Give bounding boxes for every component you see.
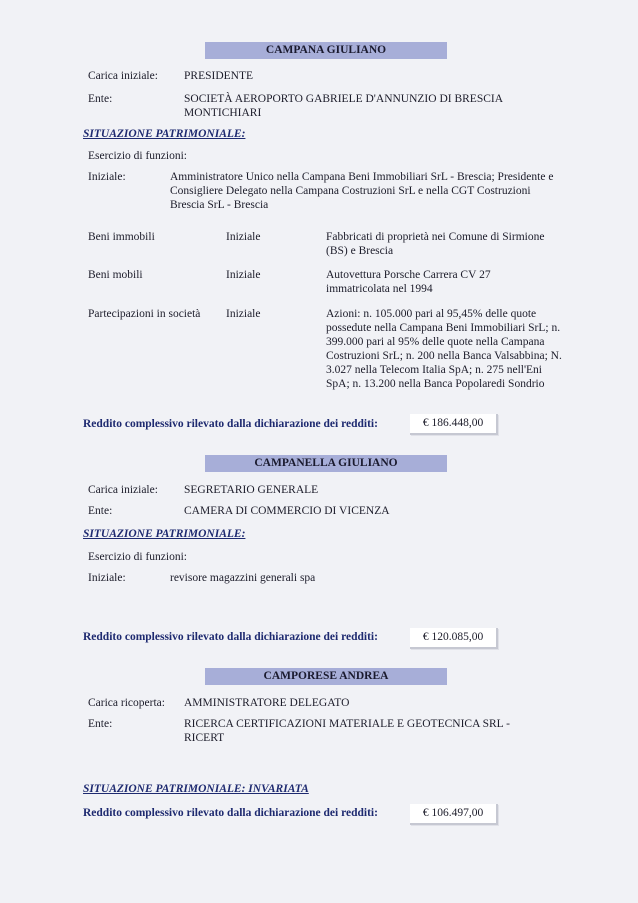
reddito-label: Reddito complessivo rilevato dalla dichiarazione dei redditi: [83,631,378,643]
asset-description: Fabbricati di proprietà nei Comune di Sirmione (BS) e Brescia [326,231,545,257]
iniziale-label: Iniziale: [88,171,126,183]
carica-label: Carica iniziale: [88,484,158,496]
situazione-patrimoniale-heading: SITUAZIONE PATRIMONIALE: [83,128,246,140]
esercizio-funzioni-label: Esercizio di funzioni: [88,551,187,563]
asset-status: Iniziale [226,231,261,243]
asset-category: Beni mobili [88,269,143,281]
asset-description: Autovettura Porsche Carrera CV 27 immatricolata nel 1994 [326,269,491,295]
iniziale-label: Iniziale: [88,572,126,584]
ente-label: Ente: [88,718,113,730]
situazione-patrimoniale-heading: SITUAZIONE PATRIMONIALE: INVARIATA [83,783,309,795]
esercizio-funzioni-label: Esercizio di funzioni: [88,150,187,162]
situazione-patrimoniale-heading: SITUAZIONE PATRIMONIALE: [83,528,246,540]
asset-category: Partecipazioni in società [88,308,201,320]
ente-value: CAMERA DI COMMERCIO DI VICENZA [184,505,390,517]
record-header-campanella: CAMPANELLA GIULIANO [205,455,447,472]
reddito-value: € 120.085,00 [410,628,498,649]
record-header-campana: CAMPANA GIULIANO [205,42,447,59]
reddito-value: € 186.448,00 [410,414,498,435]
reddito-label: Reddito complessivo rilevato dalla dichiarazione dei redditi: [83,807,378,819]
carica-value: SEGRETARIO GENERALE [184,484,319,496]
carica-label: Carica ricoperta: [88,697,165,709]
iniziale-value: Amministratore Unico nella Campana Beni Immobiliari SrL - Brescia; Presidente e Consigliere Delegato nella Campana Costruzioni SrL e nella CGT Costruzioni Brescia SrL - Brescia [170,171,554,211]
ente-value: SOCIETÀ AEROPORTO GABRIELE D'ANNUNZIO DI BRESCIA MONTICHIARI [184,93,503,119]
ente-value: RICERCA CERTIFICAZIONI MATERIALE E GEOTECNICA SRL - RICERT [184,718,510,744]
carica-label: Carica iniziale: [88,70,158,82]
asset-description: Azioni: n. 105.000 pari al 95,45% delle quote possedute nella Campana Beni Immobiliari SrL; n. 399.000 pari al 95% delle quote nella Campana Costruzioni SrL; n. 200 nella Banca Valsabbina; N. 3.027 nella Telecom Italia SpA; n. 275 nell'Eni SpA; n. 13.200 nella Banca Popolaredi Sondrio [326,308,562,390]
iniziale-value: revisore magazzini generali spa [170,572,316,584]
record-header-camporese: CAMPORESE ANDREA [205,668,447,685]
carica-value: PRESIDENTE [184,70,253,82]
ente-label: Ente: [88,505,113,517]
asset-status: Iniziale [226,269,261,281]
carica-value: AMMINISTRATORE DELEGATO [184,697,350,709]
ente-label: Ente: [88,93,113,105]
asset-status: Iniziale [226,308,261,320]
reddito-value: € 106.497,00 [410,804,498,825]
reddito-label: Reddito complessivo rilevato dalla dichiarazione dei redditi: [83,418,378,430]
asset-category: Beni immobili [88,231,155,243]
